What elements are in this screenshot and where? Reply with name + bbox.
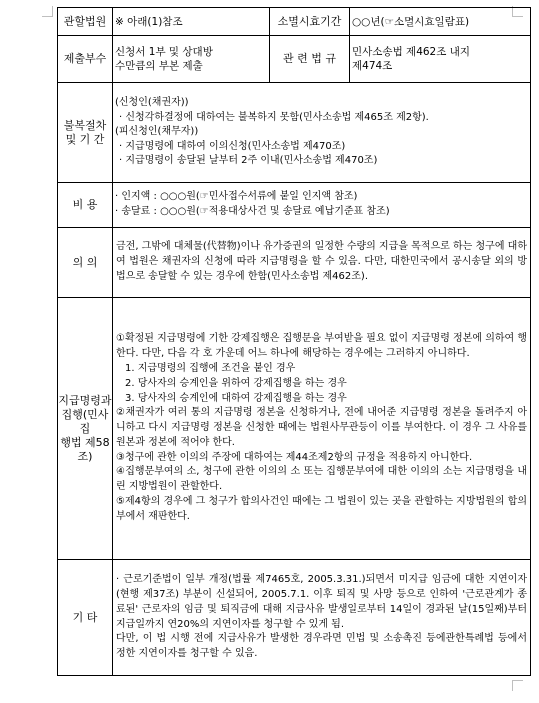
other-paragraph: 다만, 이 법 시행 전에 지급사유가 발생한 경우라면 민법 및 소송촉진 등에관한특례법 등에서 정한 지연이자를 청구할 수 있음. [116, 633, 527, 660]
value-jurisdiction: ※ 아래(1)참조 [113, 8, 270, 36]
row-objection [58, 83, 531, 183]
value-cost: · 인지액 : ○○○원(☞민사접수서류에 붙일 인지액 참조) · 송달료 : ○○○원(☞적용대상사건 및 송달료 예납기준표 참조) [113, 183, 531, 228]
case-info-table [57, 7, 531, 676]
value-extinction: ○○년(☞소멸시효일람표) [350, 8, 531, 36]
row-other [58, 560, 531, 676]
value-related-law: 민사소송법 제462조 내지 제474조 [350, 36, 531, 83]
page-corner-mark [42, 6, 53, 17]
page-corner-mark [512, 680, 523, 691]
execution-item: ①확정된 지급명령에 기한 강제집행은 집행문을 부여받을 필요 없이 지급명령 정본에 의하여 행한다. 다만, 다음 각 호 가운데 어느 하나에 해당하는 경우에는 그러하지 아니하다. [116, 333, 528, 360]
label-objection: 불복절차 및 기 간 [58, 83, 113, 183]
execution-item: ⑤제4항의 경우에 그 청구가 합의사건인 때에는 그 법원이 있는 곳을 관할하는 지방법원의 합의부에서 재판한다. [116, 496, 527, 522]
label-other: 기 타 [58, 560, 113, 676]
execution-item: ③청구에 관한 이의의 주장에 대하여는 제44조제2항의 규정을 적용하지 아니한다. [116, 451, 473, 463]
row-cost [58, 183, 531, 228]
value-copies: 신청서 1부 및 상대방 수만큼의 부본 제출 [113, 36, 270, 83]
value-meaning: 금전, 그밖에 대체물(代替物)이나 유가증권의 일정한 수량의 지급을 목적으로 하는 청구에 대하여 법원은 채권자의 신청에 따라 지급명령을 할 수 있음. 다만, 대한민국에서 공시송달 외의 방법으로 송달할 수 있는 경우에 한함(민사소송법 제462조). [113, 228, 531, 298]
label-jurisdiction: 관할법원 [58, 8, 113, 36]
execution-item: 3. 당사자의 승계인에 대하여 강제집행을 하는 경우 [125, 392, 347, 404]
label-cost: 비 용 [58, 183, 113, 228]
execution-item: 2. 당사자의 승계인을 위하여 강제집행을 하는 경우 [125, 377, 347, 389]
execution-item: ④집행문부여의 소, 청구에 관한 이의의 소 또는 집행문부여에 대한 이의의 소는 지급명령을 내린 지방법원이 관할한다. [116, 466, 527, 493]
row-jurisdiction [58, 8, 531, 36]
label-execution: 지급명령과 집행(민사집 행법 제58조) [58, 298, 113, 560]
row-copies [58, 36, 531, 83]
execution-item: 1. 지급명령의 집행에 조건을 붙인 경우 [125, 362, 296, 374]
row-execution [58, 298, 531, 560]
other-paragraph: · 근로기준법이 일부 개정(법률 제7465호, 2005.3.31.)되면서 미지급 임금에 대한 지연이자(현행 제37조) 부분이 신설되어, 2005.7.1. 이후 퇴직 및 사망 등으로 인하여 '근로관계가 종료된' 근로자의 임금 및 퇴직금에 대해 지급사유 발생일로부터 14일이 경과된 날(15일째)부터 지급일까지 연20%의 지연이자를 청구할 수 있게 됨. [116, 574, 527, 630]
value-objection: (신청인(채권자)) · 신청각하결정에 대하여는 불복하지 못함(민사소송법 제465조 제2항). (피신청인(채무자)) · 지급명령에 대하여 이의신청(민사소송법 제470조) · 지급명령이 송달된 날부터 2주 이내(민사소송법 제470조) [113, 83, 531, 183]
label-copies: 제출부수 [58, 36, 113, 83]
label-meaning: 의 의 [58, 228, 113, 298]
row-meaning [58, 228, 531, 298]
value-other [113, 560, 531, 676]
execution-item: ②채권자가 여러 통의 지급명령 정본을 신청하거나, 전에 내어준 지급명령 정본을 돌려주지 아니하고 다시 지급명령 정본을 신청한 때에는 법원사무관등이 이를 부여한다. 이 경우 그 사유를 원본과 정본에 적어야 한다. [116, 407, 527, 448]
label-extinction: 소멸시효기간 [270, 8, 350, 36]
value-execution [113, 298, 531, 560]
label-related-law: 관 련 법 규 [270, 36, 350, 83]
